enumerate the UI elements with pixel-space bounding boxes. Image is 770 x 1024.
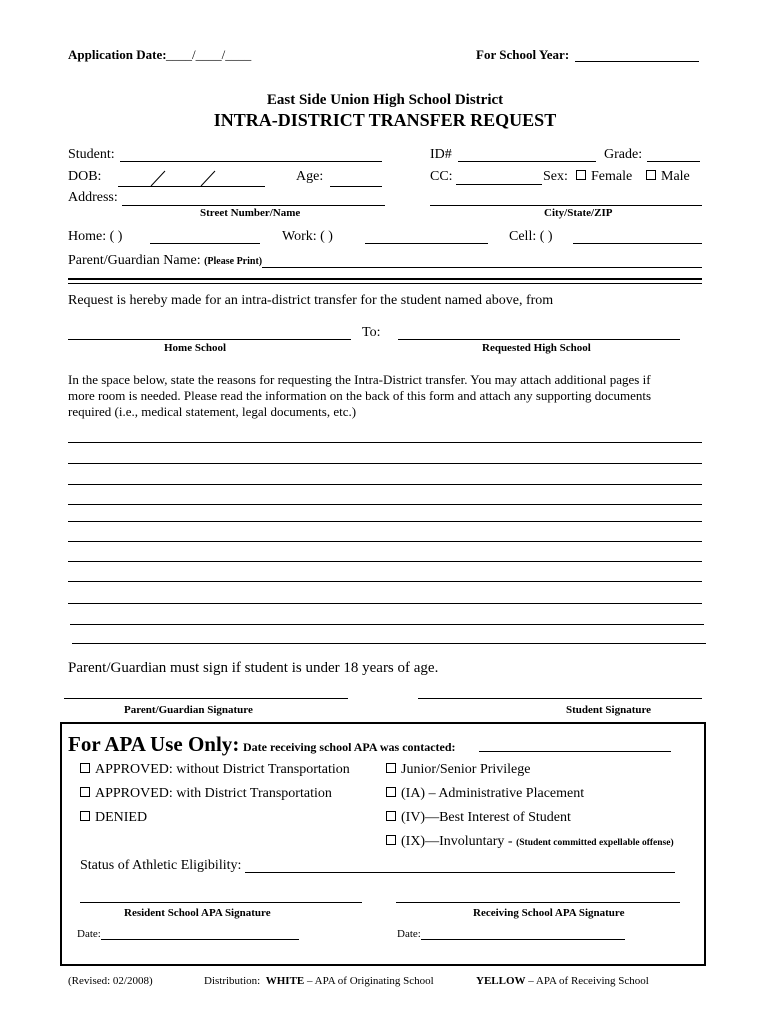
yellow-copy-label: YELLOW: [476, 975, 526, 987]
work-phone-field[interactable]: [365, 243, 488, 244]
to-label: To:: [362, 325, 381, 340]
athletic-eligibility-label: Status of Athletic Eligibility:: [80, 858, 242, 873]
administrative-label: (IA) – Administrative Placement: [401, 786, 585, 801]
home-school-caption: Home School: [164, 342, 227, 354]
best-interest-option[interactable]: [386, 810, 571, 826]
student-name-field[interactable]: [120, 161, 382, 162]
age-field[interactable]: [330, 186, 382, 187]
form-title: INTRA-DISTRICT TRANSFER REQUEST: [213, 110, 557, 130]
parent-signature-field[interactable]: [64, 698, 348, 699]
request-statement: Request is hereby made for an intra-district transfer for the student named above, from: [68, 293, 554, 308]
approved-without-checkbox[interactable]: [80, 763, 90, 773]
best-interest-label: (IV)—Best Interest of Student: [401, 810, 571, 825]
receiving-apa-signature-field[interactable]: [396, 902, 680, 903]
reason-line[interactable]: [68, 504, 702, 505]
cell-phone-label: Cell: ( ): [509, 229, 553, 244]
reason-line[interactable]: [68, 521, 702, 522]
receiving-date-field[interactable]: [421, 939, 625, 940]
receiving-apa-caption: Receiving School APA Signature: [473, 907, 625, 919]
reason-line[interactable]: [72, 643, 706, 644]
address-label: Address:: [68, 190, 118, 205]
female-option[interactable]: [576, 169, 632, 185]
reasons-line-2: more room is needed. Please read the information on the back of this form and attach any supporting documents: [68, 388, 652, 403]
distribution-label: Distribution:: [204, 975, 261, 987]
school-year-field[interactable]: [575, 61, 699, 62]
reason-line[interactable]: [70, 624, 704, 625]
home-phone-label: Home: ( ): [68, 229, 123, 244]
city-caption: City/State/ZIP: [544, 207, 613, 219]
section-divider-bottom: [68, 283, 702, 284]
work-phone-label: Work: ( ): [282, 229, 333, 244]
apa-date-contacted-field[interactable]: [479, 751, 671, 752]
administrative-option[interactable]: [386, 786, 584, 802]
street-caption: Street Number/Name: [200, 207, 301, 219]
involuntary-note: (Student committed expellable offense): [516, 838, 674, 848]
approved-with-option[interactable]: [80, 786, 332, 802]
junior-senior-checkbox[interactable]: [386, 763, 396, 773]
home-phone-field[interactable]: [150, 243, 260, 244]
junior-senior-option[interactable]: [386, 762, 531, 778]
reason-line[interactable]: [68, 581, 702, 582]
reasons-line-3: required (i.e., medical statement, legal documents, etc.): [68, 404, 357, 419]
denied-label: DENIED: [95, 810, 148, 825]
male-label: Male: [661, 169, 690, 184]
age-label: Age:: [296, 169, 324, 184]
denied-option[interactable]: [80, 810, 147, 826]
female-label: Female: [591, 169, 633, 184]
cc-label: CC:: [430, 169, 453, 184]
male-checkbox[interactable]: [646, 170, 656, 180]
signature-notice: Parent/Guardian must sign if student is under 18 years of age.: [68, 660, 439, 676]
apa-heading-text: For APA Use Only: [68, 732, 233, 756]
cell-phone-field[interactable]: [573, 243, 702, 244]
receiving-date-label: Date:: [397, 928, 421, 940]
revised-note: (Revised: 02/2008): [68, 975, 153, 987]
resident-apa-caption: Resident School APA Signature: [124, 907, 271, 919]
resident-apa-signature-field[interactable]: [80, 902, 362, 903]
id-label: ID#: [430, 147, 452, 162]
reason-line[interactable]: [68, 603, 702, 604]
cc-field[interactable]: [456, 184, 542, 185]
requested-school-field[interactable]: [398, 339, 680, 340]
guardian-label: Parent/Guardian Name: [68, 253, 197, 268]
requested-school-caption: Requested High School: [482, 342, 591, 354]
approved-with-label: APPROVED: with District Transportation: [95, 786, 332, 801]
grade-field[interactable]: [647, 161, 700, 162]
apa-date-contacted-label: Date receiving school APA was contacted:: [243, 740, 456, 754]
section-divider-top: [68, 278, 702, 280]
reasons-instructions: [68, 372, 651, 420]
dob-label: DOB:: [68, 169, 102, 184]
reason-line[interactable]: [68, 463, 702, 464]
white-copy-label: WHITE: [265, 975, 305, 987]
sex-label: Sex:: [543, 169, 568, 184]
approved-without-label: APPROVED: without District Transportation: [95, 762, 350, 777]
guardian-name-field[interactable]: [262, 267, 702, 268]
reasons-line-1: In the space below, state the reasons for requesting the Intra-District transfer. You may attach additional pages if: [68, 372, 651, 387]
athletic-eligibility-field[interactable]: [245, 872, 675, 873]
involuntary-checkbox[interactable]: [386, 835, 396, 845]
reason-line[interactable]: [68, 541, 702, 542]
approved-with-checkbox[interactable]: [80, 787, 90, 797]
reason-line[interactable]: [68, 561, 702, 562]
white-copy-desc: – APA of Originating School: [307, 975, 434, 987]
id-field[interactable]: [458, 161, 596, 162]
reason-line[interactable]: [68, 442, 702, 443]
resident-date-field[interactable]: [101, 939, 299, 940]
parent-signature-caption: Parent/Guardian Signature: [124, 704, 253, 716]
distribution-white: [204, 975, 434, 987]
street-field[interactable]: [122, 205, 385, 206]
guardian-hint: (Please Print): [204, 256, 263, 267]
student-label: Student:: [68, 147, 115, 162]
grade-label: Grade:: [604, 147, 643, 162]
female-checkbox[interactable]: [576, 170, 586, 180]
dob-separators: [145, 168, 220, 188]
application-date-field[interactable]: ____/____/____: [166, 47, 252, 62]
city-field[interactable]: [430, 205, 702, 206]
male-option[interactable]: [646, 169, 690, 185]
resident-date-label: Date:: [77, 928, 101, 940]
distribution-yellow: [476, 975, 649, 987]
involuntary-option[interactable]: (IX)—Involuntary - (Student committed expellable offense): [386, 834, 674, 850]
denied-checkbox[interactable]: [80, 811, 90, 821]
approved-without-option[interactable]: [80, 762, 350, 778]
guardian-name-label: Parent/Guardian Name: (Please Print): [68, 253, 263, 268]
apa-heading: For APA Use Only:: [68, 732, 240, 756]
school-year-label: For School Year:: [476, 47, 570, 62]
district-name: East Side Union High School District: [266, 92, 504, 108]
best-interest-checkbox[interactable]: [386, 811, 396, 821]
reason-line[interactable]: [68, 484, 702, 485]
student-signature-field[interactable]: [418, 698, 702, 699]
student-signature-caption: Student Signature: [566, 704, 652, 716]
involuntary-label: (IX)—Involuntary: [401, 834, 505, 849]
administrative-checkbox[interactable]: [386, 787, 396, 797]
junior-senior-label: Junior/Senior Privilege: [401, 762, 531, 777]
yellow-copy-desc: – APA of Receiving School: [528, 975, 649, 987]
home-school-field[interactable]: [68, 339, 351, 340]
application-date-label: Application Date:: [68, 47, 167, 62]
